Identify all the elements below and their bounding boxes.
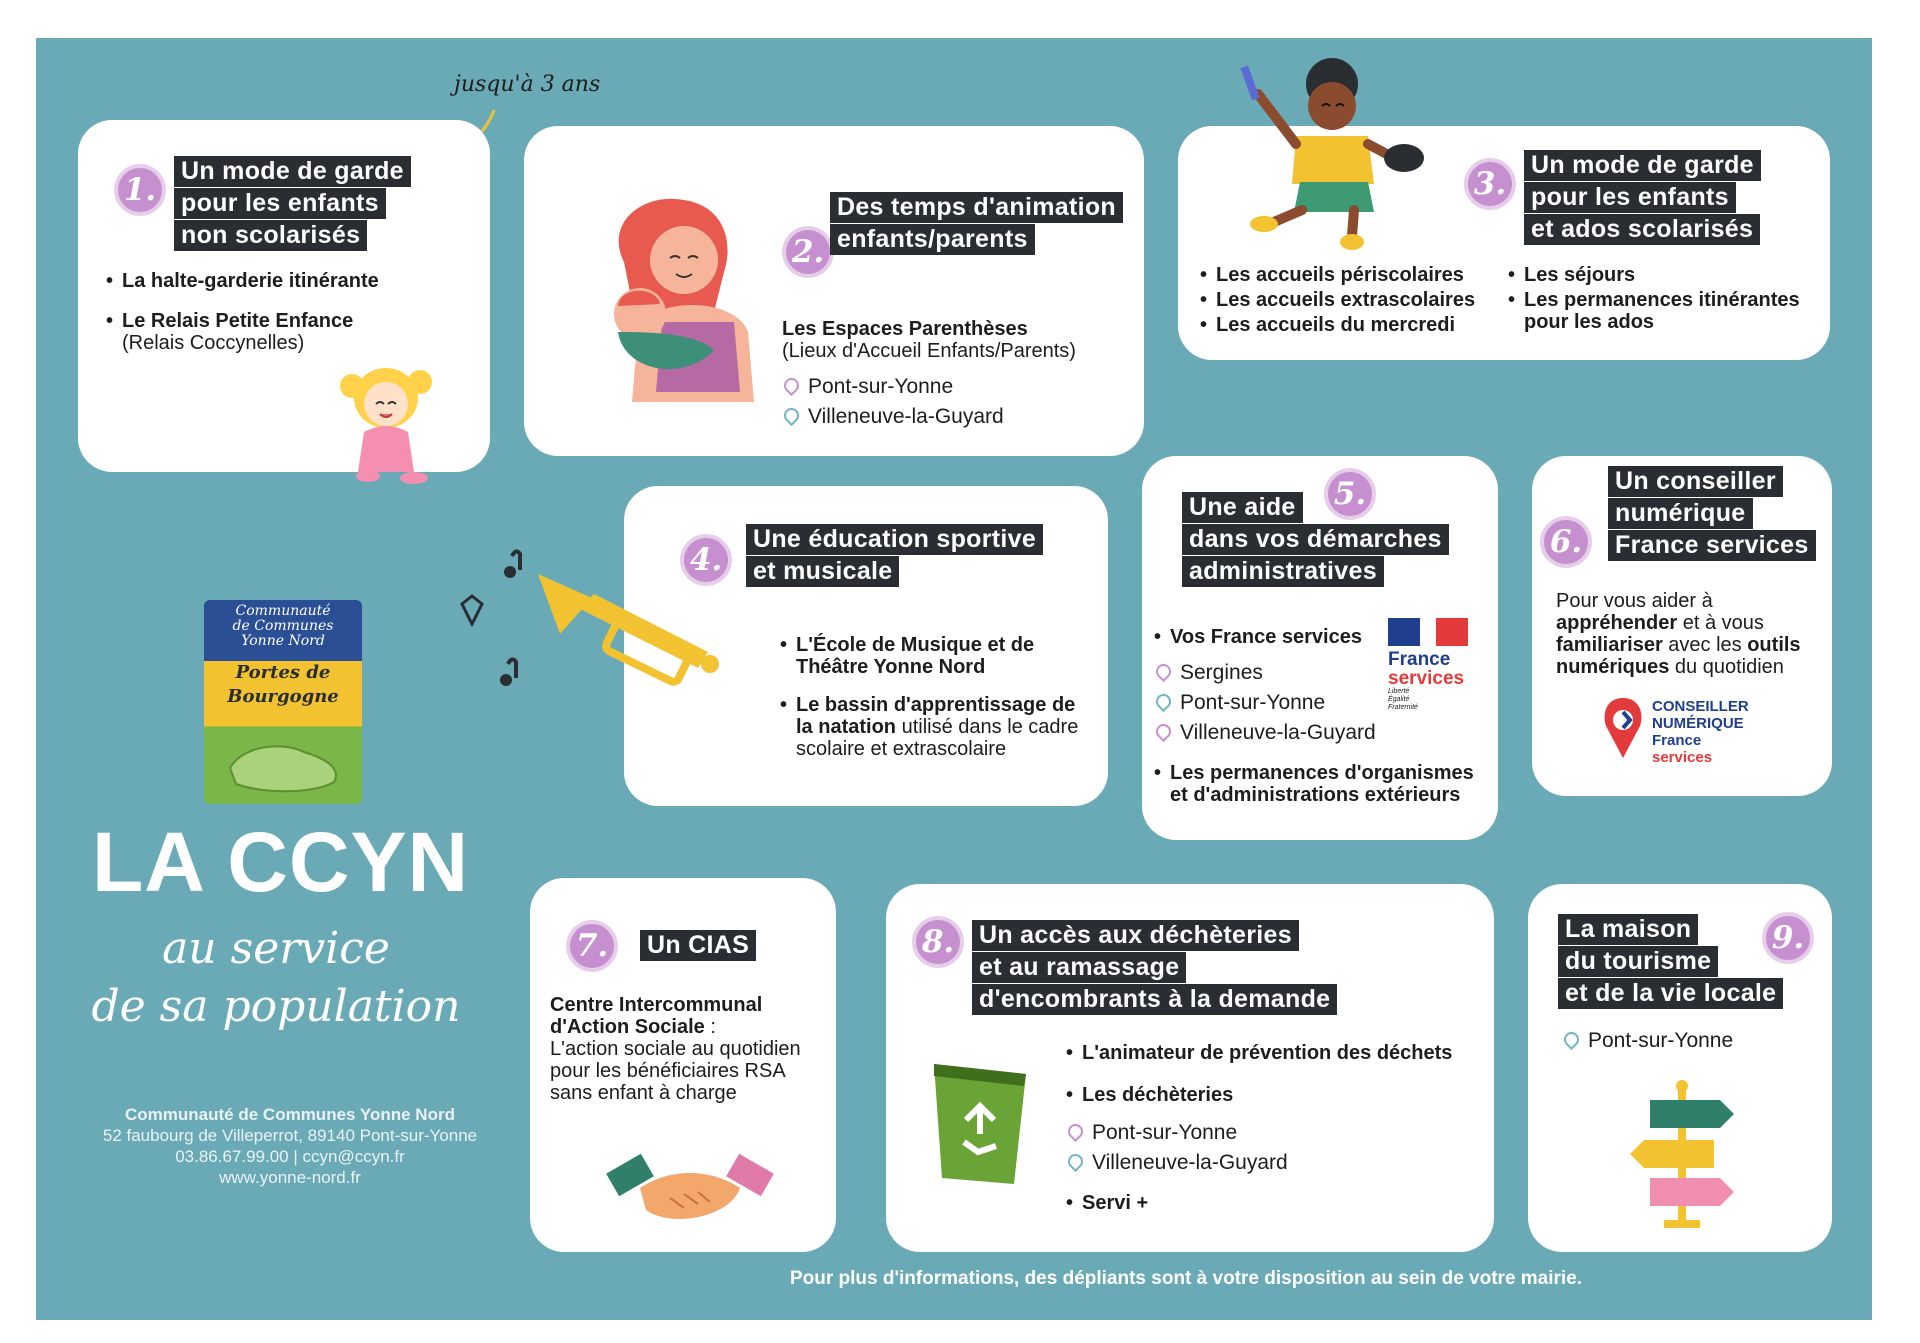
toddler-illustration xyxy=(328,338,458,488)
list-item: • Les accueils du mercredi xyxy=(1200,314,1490,336)
list-item: • La halte-garderie itinérante xyxy=(106,270,446,292)
jumping-child-illustration xyxy=(1234,54,1424,254)
handshake-illustration xyxy=(610,1148,770,1238)
brand-title: LA CCYN xyxy=(92,815,470,909)
card-number: 9. xyxy=(1766,916,1810,960)
footer-note: Pour plus d'informations, des dépliants sont à votre disposition au sein de votre mairie. xyxy=(789,1268,1583,1289)
card-items xyxy=(780,634,1090,764)
card-items-left xyxy=(1200,264,1490,339)
location-item: Pont-sur-Yonne xyxy=(782,372,1122,402)
list-item: • Le Relais Petite Enfance xyxy=(106,310,446,332)
list-item: • L'animateur de prévention des déchets xyxy=(1066,1042,1486,1064)
card-body xyxy=(1562,1026,1822,1056)
subtitle: Les Espaces Parenthèses xyxy=(782,318,1028,340)
poster xyxy=(36,38,1872,1320)
brand-tagline: au service de sa population xyxy=(91,923,461,1032)
trumpet-illustration xyxy=(498,538,748,738)
age-annotation: jusqu'à 3 ans xyxy=(454,72,601,97)
location-pin-icon xyxy=(1561,1029,1582,1050)
location-item: Villeneuve-la-Guyard xyxy=(782,402,1122,432)
map-icon xyxy=(224,738,344,794)
card-body: Pour vous aider à appréhender et à vous familiariser avec les outils numériques du quotidien xyxy=(1556,590,1801,678)
location-item: Villeneuve-la-Guyard xyxy=(1154,718,1490,748)
list-item: • Vos France services xyxy=(1154,626,1490,648)
location-shield-icon xyxy=(1602,696,1644,762)
list-item: • L'École de Musique et de Théâtre Yonne Nord xyxy=(780,634,1090,678)
card-digital-advisor xyxy=(1532,456,1832,796)
card-title: Un mode de garde pour les enfants non scolarisés xyxy=(174,156,411,252)
card-title: Un mode de garde pour les enfants et ados scolarisés xyxy=(1524,150,1761,246)
card-number: 3. xyxy=(1468,162,1512,206)
card-tourism xyxy=(1528,884,1832,1252)
card-number: 7. xyxy=(570,924,614,968)
card-childcare-young xyxy=(78,120,490,472)
list-item: • Les séjours xyxy=(1508,264,1808,286)
ccyn-badge: Communauté de Communes Yonne Nord Portes de Bourgogne xyxy=(204,600,362,804)
recycling-bin-illustration xyxy=(930,1060,1030,1190)
subnote: (Lieux d'Accueil Enfants/Parents) xyxy=(782,340,1076,362)
card-number: 6. xyxy=(1544,520,1588,564)
location-item: Pont-sur-Yonne xyxy=(1154,688,1490,718)
location-item: Pont-sur-Yonne xyxy=(1066,1118,1486,1148)
list-item: • Les déchèteries xyxy=(1066,1084,1486,1106)
card-number: 5. xyxy=(1328,472,1372,516)
card-title: Une éducation sportive et musicale xyxy=(746,524,1043,588)
conseiller-numerique-logo: CONSEILLER NUMÉRIQUE France services xyxy=(1602,696,1802,766)
card-title: Une aide dans vos démarches administratives xyxy=(1182,492,1449,588)
mother-baby-illustration xyxy=(584,182,774,402)
card-title: Un CIAS xyxy=(640,930,756,962)
location-pin-icon xyxy=(1153,691,1174,712)
card-body xyxy=(1154,626,1490,810)
location-item: Pont-sur-Yonne xyxy=(1562,1026,1822,1056)
location-pin-icon xyxy=(1065,1121,1086,1142)
card-title: Un conseiller numérique France services xyxy=(1608,466,1816,562)
contact-block: Communauté de Communes Yonne Nord 52 faubourg de Villeperrot, 89140 Pont-sur-Yonne 03.86.67.99.00 | ccyn@ccyn.fr www.yonne-nord.fr xyxy=(102,1105,478,1187)
france-services-logo: France services Liberté Égalité Fraternité xyxy=(1388,618,1492,712)
list-item: • Le bassin d'apprentissage de la natation utilisé dans le cadre scolaire et extrascolaire xyxy=(780,694,1090,760)
card-number: 2. xyxy=(786,230,830,274)
list-item: • Les permanences d'organismes et d'administrations extérieurs xyxy=(1154,762,1490,806)
card-body xyxy=(782,318,1122,432)
location-pin-icon xyxy=(1153,721,1174,742)
location-pin-icon xyxy=(1065,1151,1086,1172)
location-pin-icon xyxy=(781,375,802,396)
list-item: • Les accueils périscolaires xyxy=(1200,264,1490,286)
card-body: Centre Intercommunal d'Action Sociale : L'action sociale au quotidien pour les bénéficiaires RSA sans enfant à charge xyxy=(550,994,801,1104)
signpost-illustration xyxy=(1628,1080,1738,1230)
list-item: • Les accueils extrascolaires xyxy=(1200,289,1490,311)
location-item: Sergines xyxy=(1154,658,1490,688)
location-item: Villeneuve-la-Guyard xyxy=(1066,1148,1486,1178)
card-number: 1. xyxy=(118,168,162,212)
card-cias xyxy=(530,878,836,1252)
card-title: La maison du tourisme et de la vie locale xyxy=(1558,914,1783,1010)
card-items-right xyxy=(1508,264,1808,336)
card-waste xyxy=(886,884,1494,1252)
list-item: • Servi + xyxy=(1066,1192,1486,1214)
item-note: (Relais Coccynelles) xyxy=(122,332,305,354)
card-parent-child xyxy=(524,126,1144,456)
location-pin-icon xyxy=(1153,661,1174,682)
location-pin-icon xyxy=(781,405,802,426)
card-title: Des temps d'animation enfants/parents xyxy=(830,192,1123,256)
card-title: Un accès aux déchèteries et au ramassage d'encombrants à la demande xyxy=(972,920,1337,1016)
card-number: 4. xyxy=(684,538,728,582)
card-number: 8. xyxy=(916,920,960,964)
card-admin-help xyxy=(1142,456,1498,840)
card-body xyxy=(1066,1042,1486,1218)
list-item: • Les permanences itinérantes pour les ados xyxy=(1508,289,1808,333)
